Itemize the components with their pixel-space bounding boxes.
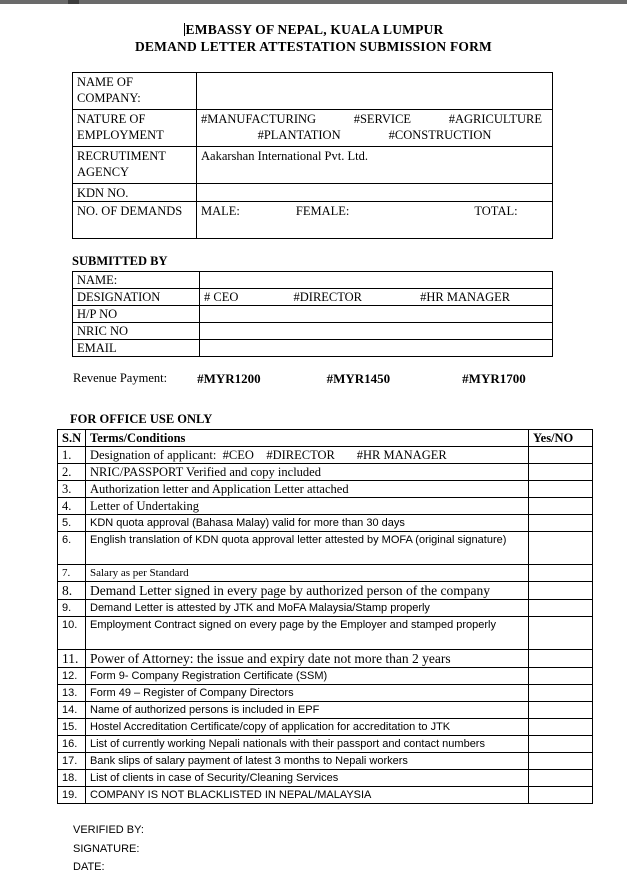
row-sn: 7. (58, 565, 86, 582)
row-sn: 6. (58, 532, 86, 565)
table-row (58, 582, 593, 600)
row-sn: 10. (58, 617, 86, 650)
row-sn: 8. (58, 582, 86, 600)
kdn-no-label: KDN NO. (73, 184, 197, 202)
female-field-label[interactable]: FEMALE: (295, 204, 350, 218)
row-term: Name of authorized persons is included in EPF (86, 702, 529, 719)
nature-of-employment-field[interactable] (197, 110, 553, 147)
row-term: List of currently working Nepali nationals with their passport and contact numbers (86, 736, 529, 753)
option-director[interactable]: #DIRECTOR (293, 290, 363, 304)
yes-no-cell[interactable] (529, 736, 593, 753)
name-label: NAME: (73, 272, 200, 289)
table-row (58, 464, 593, 481)
row-term: KDN quota approval (Bahasa Malay) valid for more than 30 days (86, 515, 529, 532)
yes-no-cell[interactable] (529, 668, 593, 685)
row-term: English translation of KDN quota approval letter attested by MOFA (original signature) (86, 532, 529, 565)
option-service[interactable]: #SERVICE (353, 112, 412, 126)
designation-field[interactable] (200, 289, 553, 306)
yes-no-cell[interactable] (529, 498, 593, 515)
table-row (58, 650, 593, 668)
table-row (58, 532, 593, 565)
table-row (58, 685, 593, 702)
row-term: NRIC/PASSPORT Verified and copy included (86, 464, 529, 481)
table-row (73, 73, 553, 110)
yes-no-cell[interactable] (529, 787, 593, 804)
table-row (58, 447, 593, 464)
yes-no-cell[interactable] (529, 650, 593, 668)
row-sn: 5. (58, 515, 86, 532)
hp-no-field[interactable] (200, 306, 553, 323)
amount-myr1200: #MYR1200 (197, 371, 261, 386)
row-sn: 13. (58, 685, 86, 702)
table-row (73, 147, 553, 184)
table-row (73, 272, 553, 289)
revenue-payment-label: Revenue Payment: (73, 371, 168, 385)
verified-by-label: VERIFIED BY: (73, 824, 144, 836)
option-manufacturing[interactable]: #MANUFACTURING (201, 112, 317, 126)
table-row (58, 481, 593, 498)
nric-no-label: NRIC NO (73, 323, 200, 340)
yes-no-cell[interactable] (529, 582, 593, 600)
option-agriculture[interactable]: #AGRICULTURE (448, 112, 542, 126)
yes-no-cell[interactable] (529, 447, 593, 464)
designation-label: DESIGNATION (73, 289, 200, 306)
signature-label: SIGNATURE: (73, 842, 140, 855)
table-row (58, 770, 593, 787)
option-ceo[interactable]: # CEO (204, 290, 239, 304)
email-label: EMAIL (73, 340, 200, 357)
table-row (58, 515, 593, 532)
row-sn: 1. (58, 447, 86, 464)
yes-no-cell[interactable] (529, 702, 593, 719)
office-use-heading: FOR OFFICE USE ONLY (70, 412, 213, 426)
row-term: Demand Letter signed in every page by authorized person of the company (86, 582, 529, 600)
yes-no-cell[interactable] (529, 481, 593, 498)
amount-myr1700: #MYR1700 (462, 371, 526, 386)
title-line-2: DEMAND LETTER ATTESTATION SUBMISSION FORM (134, 38, 492, 54)
row-sn: 2. (58, 464, 86, 481)
yes-no-cell[interactable] (529, 685, 593, 702)
row-term: Hostel Accreditation Certificate/copy of application for accreditation to JTK (86, 719, 529, 736)
no-of-demands-field[interactable] (197, 202, 553, 239)
company-info-table (72, 72, 553, 239)
row-term: Designation of applicant: #CEO #DIRECTOR #HR MANAGER (86, 447, 529, 464)
table-row (73, 202, 553, 239)
yes-no-cell[interactable] (529, 464, 593, 481)
yes-no-cell[interactable] (529, 719, 593, 736)
col-yes-no: Yes/NO (529, 430, 593, 447)
row-term: Demand Letter is attested by JTK and MoFA Malaysia/Stamp properly (86, 600, 529, 617)
row-sn: 15. (58, 719, 86, 736)
row-term: Form 9- Company Registration Certificate (SSM) (86, 668, 529, 685)
no-of-demands-label: NO. OF DEMANDS (73, 202, 197, 239)
row-term: Employment Contract signed on every page by the Employer and stamped properly (86, 617, 529, 650)
row-term: Salary as per Standard (86, 565, 529, 582)
table-row (58, 565, 593, 582)
table-row (58, 736, 593, 753)
name-of-company-label: NAME OF COMPANY: (73, 73, 197, 110)
email-field[interactable] (200, 340, 553, 357)
table-row (58, 787, 593, 804)
recruitment-agency-field[interactable]: Aakarshan International Pvt. Ltd. (197, 147, 553, 184)
yes-no-cell[interactable] (529, 515, 593, 532)
document-title (0, 22, 627, 55)
name-field[interactable] (200, 272, 553, 289)
row-sn: 14. (58, 702, 86, 719)
nature-of-employment-label: NATURE OF EMPLOYMENT (73, 110, 197, 147)
submitted-by-table (72, 271, 553, 357)
yes-no-cell[interactable] (529, 753, 593, 770)
col-terms: Terms/Conditions (86, 430, 529, 447)
table-row (58, 719, 593, 736)
yes-no-cell[interactable] (529, 565, 593, 582)
option-plantation[interactable]: #PLANTATION (257, 128, 341, 142)
row-sn: 4. (58, 498, 86, 515)
table-row (58, 753, 593, 770)
col-sn: S.N (58, 430, 86, 447)
yes-no-cell[interactable] (529, 617, 593, 650)
amount-myr1450: #MYR1450 (326, 371, 391, 386)
row-sn: 16. (58, 736, 86, 753)
row-term: Bank slips of salary payment of latest 3 months to Nepali workers (86, 753, 529, 770)
table-row (73, 289, 553, 306)
option-construction[interactable]: #CONSTRUCTION (388, 128, 492, 142)
yes-no-cell[interactable] (529, 770, 593, 787)
nric-no-field[interactable] (200, 323, 553, 340)
row-term: Authorization letter and Application Letter attached (86, 481, 529, 498)
table-row (58, 498, 593, 515)
table-row (58, 617, 593, 650)
row-sn: 11. (58, 650, 86, 668)
table-row (58, 600, 593, 617)
yes-no-cell[interactable] (529, 532, 593, 565)
recruitment-agency-label: RECRUTIMENT AGENCY (73, 147, 197, 184)
table-row (58, 668, 593, 685)
yes-no-cell[interactable] (529, 600, 593, 617)
hp-no-label: H/P NO (73, 306, 200, 323)
male-field-label[interactable]: MALE: (201, 204, 240, 218)
verification-block (73, 821, 627, 877)
text-cursor (184, 23, 185, 36)
revenue-payment-line (73, 371, 627, 387)
row-sn: 18. (58, 770, 86, 787)
date-label: DATE: (73, 861, 105, 873)
row-sn: 9. (58, 600, 86, 617)
row-sn: 3. (58, 481, 86, 498)
table-row (73, 110, 553, 147)
row-term: COMPANY IS NOT BLACKLISTED IN NEPAL/MALAYSIA (86, 787, 529, 804)
row-sn: 19. (58, 787, 86, 804)
table-header-row (58, 430, 593, 447)
table-row (58, 702, 593, 719)
row-sn: 17. (58, 753, 86, 770)
row-term: Letter of Undertaking (86, 498, 529, 515)
table-row (73, 306, 553, 323)
row-term: List of clients in case of Security/Cleaning Services (86, 770, 529, 787)
total-field-label[interactable]: TOTAL: (474, 204, 518, 218)
table-row (73, 340, 553, 357)
row-term: Power of Attorney: the issue and expiry date not more than 2 years (86, 650, 529, 668)
table-row (73, 184, 553, 202)
name-of-company-field[interactable] (197, 73, 553, 110)
submitted-by-heading: SUBMITTED BY (72, 254, 168, 268)
kdn-no-field[interactable] (197, 184, 553, 202)
row-term: Form 49 – Register of Company Directors (86, 685, 529, 702)
office-use-table (57, 429, 593, 804)
title-line-1: EMBASSY OF NEPAL, KUALA LUMPUR (185, 22, 444, 37)
row-sn: 12. (58, 668, 86, 685)
option-hr-manager[interactable]: #HR MANAGER (420, 290, 511, 304)
table-row (73, 323, 553, 340)
